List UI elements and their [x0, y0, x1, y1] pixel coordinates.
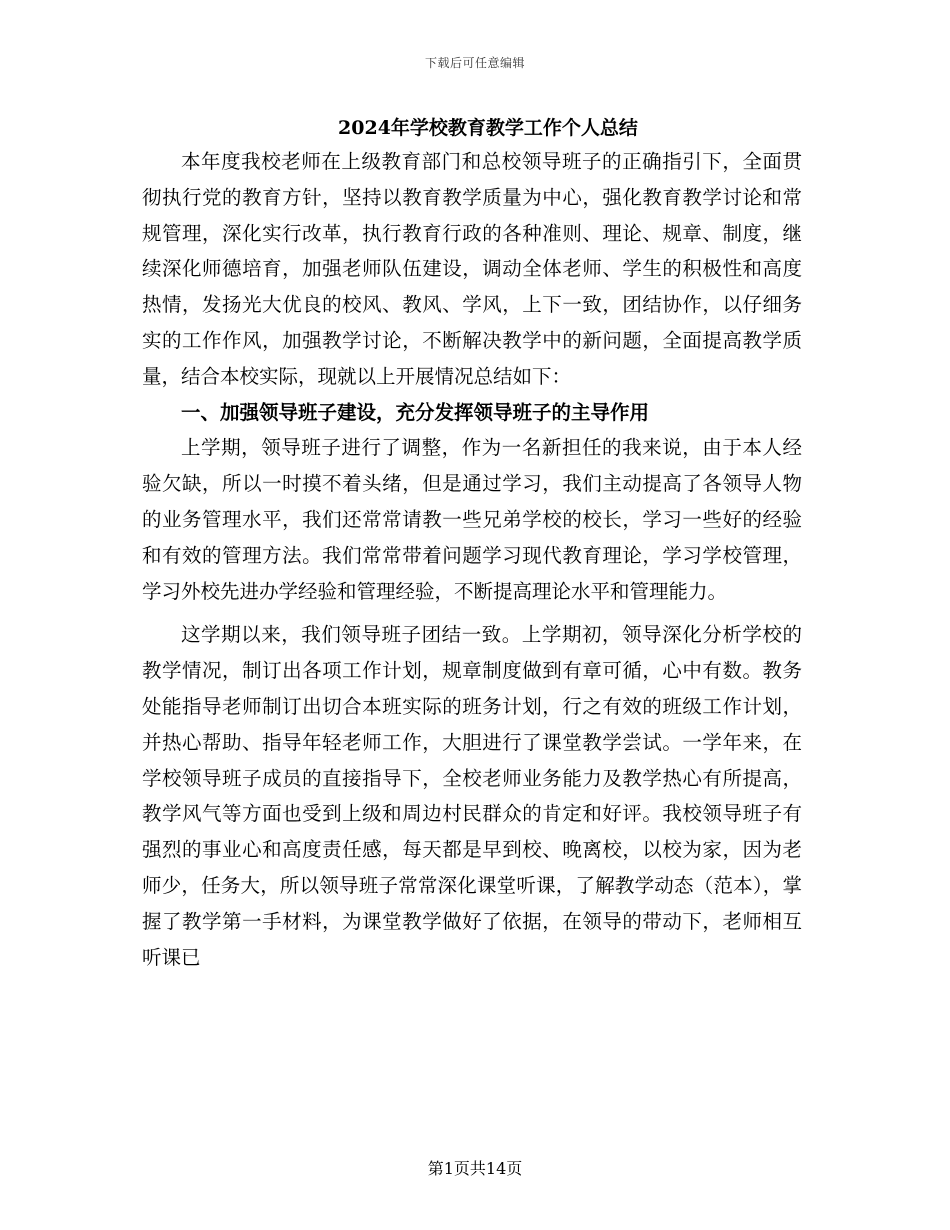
- document-body: [142, 112, 802, 975]
- section-1-paragraph-2: 这学期以来，我们领导班子团结一致。上学期初，领导深化分析学校的教学情况，制订出各项工作计划，规章制度做到有章可循，心中有数。教务处能指导老师制订出切合本班实际的班务计划，行之有效的班级工作计划，并热心帮助、指导年轻老师工作，大胆进行了课堂教学尝试。一学年来，在学校领导班子成员的直接指导下，全校老师业务能力及教学热心有所提高，教学风气等方面也受到上级和周边村民群众的肯定和好评。我校领导班子有强烈的事业心和高度责任感，每天都是早到校、晚离校，以校为家，因为老师少，任务大，所以领导班子常常深化课堂听课，了解教学动态（范本），掌握了教学第一手材料，为课堂教学做好了依据，在领导的带动下，老师相互听课已: [142, 623, 802, 969]
- page-number: 第1页共14页: [427, 1159, 523, 1178]
- document-title: 2024年学校教育教学工作个人总结: [338, 117, 638, 139]
- page-header-note: 下载后可任意编辑: [424, 56, 525, 70]
- section-1-paragraph-1: 上学期，领导班子进行了调整，作为一名新担任的我来说，由于本人经验欠缺，所以一时摸不着头绪，但是通过学习，我们主动提高了各领导人物的业务管理水平，我们还常常请教一些兄弟学校的校长，学习一些好的经验和有效的管理方法。我们常常带着问题学习现代教育理论，学习学校管理，学习外校先进办学经验和管理经验，不断提高理论水平和管理能力。: [142, 436, 802, 603]
- intro-paragraph: 本年度我校老师在上级教育部门和总校领导班子的正确指引下，全面贯彻执行党的教育方针，坚持以教育教学质量为中心，强化教育教学讨论和常规管理，深化实行改革，执行教育行政的各种准则、理论、规章、制度，继续深化师德培育，加强老师队伍建设，调动全体老师、学生的积极性和高度热情，发扬光大优良的校风、教风、学风，上下一致，团结协作，以仔细务实的工作作风，加强教学讨论，不断解决教学中的新问题，全面提高教学质量，结合本校实际，现就以上开展情况总结如下：: [142, 150, 802, 388]
- section-1-heading: 一、加强领导班子建设，充分发挥领导班子的主导作用: [181, 400, 650, 424]
